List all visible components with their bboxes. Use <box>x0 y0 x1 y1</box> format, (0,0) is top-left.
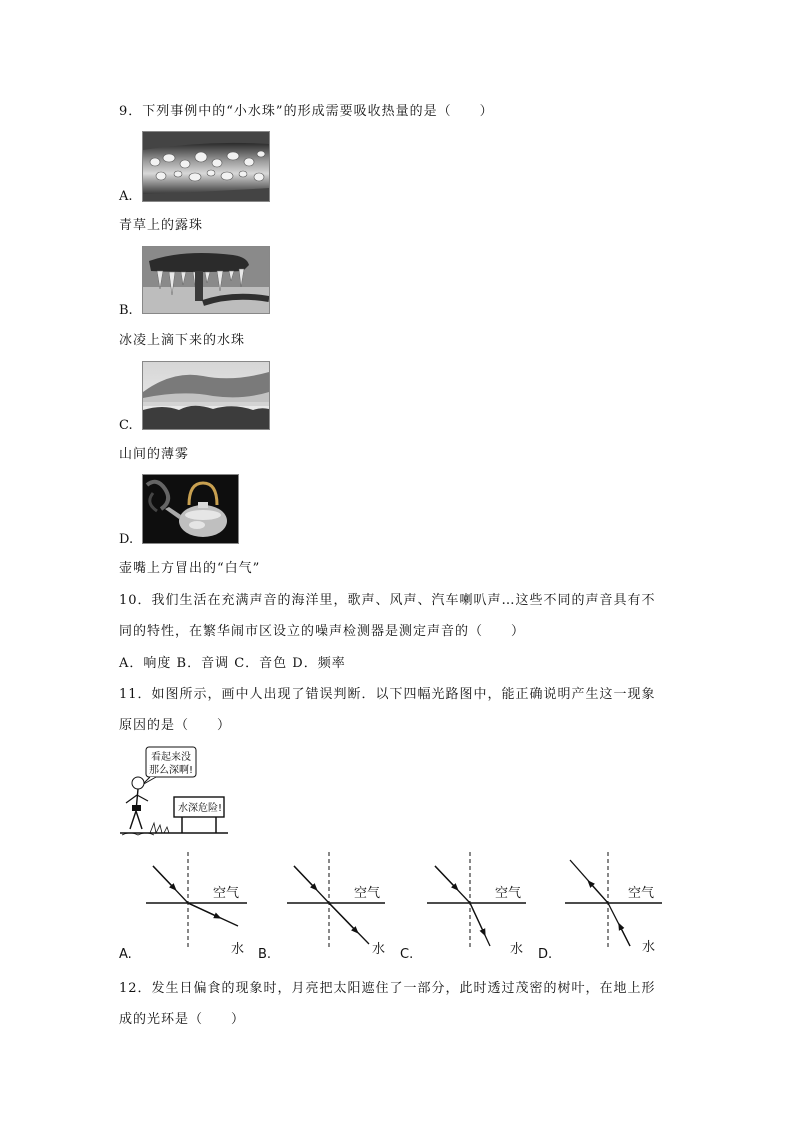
cartoon-bubble-line2: 那么深啊! <box>149 765 194 776</box>
q11-stem-line2: 原因的是（ ） <box>119 718 232 733</box>
q9-option-b-letter: B. <box>119 303 133 318</box>
q9-stem: 9．下列事例中的“小水珠”的形成需要吸收热量的是（ ） <box>119 104 494 119</box>
q9-option-a-letter: A. <box>119 189 133 204</box>
cartoon-sign-text: 水深危险! <box>178 803 223 814</box>
diagram-a-water-label: 水 <box>231 942 245 957</box>
q10-stem-line1: 10．我们生活在充满声音的海洋里，歌声、风声、汽车喇叭声…这些不同的声音具有不 <box>119 593 656 608</box>
ray-diagram-b <box>258 852 385 962</box>
diagram-a-air-label: 空气 <box>213 886 240 901</box>
dew-on-grass-photo <box>142 131 270 202</box>
diagram-d-letter: D. <box>538 947 553 962</box>
diagram-c-air-label: 空气 <box>495 886 522 901</box>
diagram-b-letter: B. <box>258 947 272 962</box>
ray-diagram-d <box>538 852 662 962</box>
q12-stem-line1: 12．发生日偏食的现象时，月亮把太阳遮住了一部分，此时透过茂密的树叶，在地上形 <box>119 981 656 996</box>
q11-cartoon <box>120 745 228 837</box>
q9-option-a-caption: 青草上的露珠 <box>119 218 204 233</box>
q9-option-c-letter: C. <box>119 418 133 433</box>
q9-option-c-caption: 山间的薄雾 <box>119 447 190 462</box>
q10-choices: A．响度 B．音调 C．音色 D．频率 <box>119 656 346 671</box>
diagram-b-air-label: 空气 <box>354 886 381 901</box>
diagram-c-water-label: 水 <box>510 942 524 957</box>
icicles-on-bike-seat-photo <box>142 246 270 314</box>
diagram-d-air-label: 空气 <box>628 886 655 901</box>
cartoon-bubble-line1: 看起来没 <box>151 752 191 763</box>
q11-stem-line1: 11．如图所示，画中人出现了错误判断．以下四幅光路图中，能正确说明产生这一现象 <box>119 687 656 702</box>
diagram-d-water-label: 水 <box>642 940 656 955</box>
q12-stem-line2: 成的光环是（ ） <box>119 1012 246 1027</box>
q10-stem-line2: 同的特性，在繁华闹市区设立的噪声检测器是测定声音的（ ） <box>119 624 526 639</box>
diagram-b-water-label: 水 <box>372 942 386 957</box>
q11-ray-diagrams <box>0 845 794 965</box>
diagram-a-letter: A. <box>119 947 132 962</box>
q9-option-d-letter: D. <box>119 532 134 547</box>
mountain-mist-photo <box>142 361 270 430</box>
q9-option-b-caption: 冰凌上滴下来的水珠 <box>119 333 246 348</box>
ray-diagram-a <box>119 852 247 962</box>
diagram-c-letter: C. <box>400 947 414 962</box>
q9-option-d-caption: 壶嘴上方冒出的“白气” <box>119 561 261 576</box>
ray-diagram-c <box>400 852 526 962</box>
kettle-steam-photo <box>142 474 239 544</box>
